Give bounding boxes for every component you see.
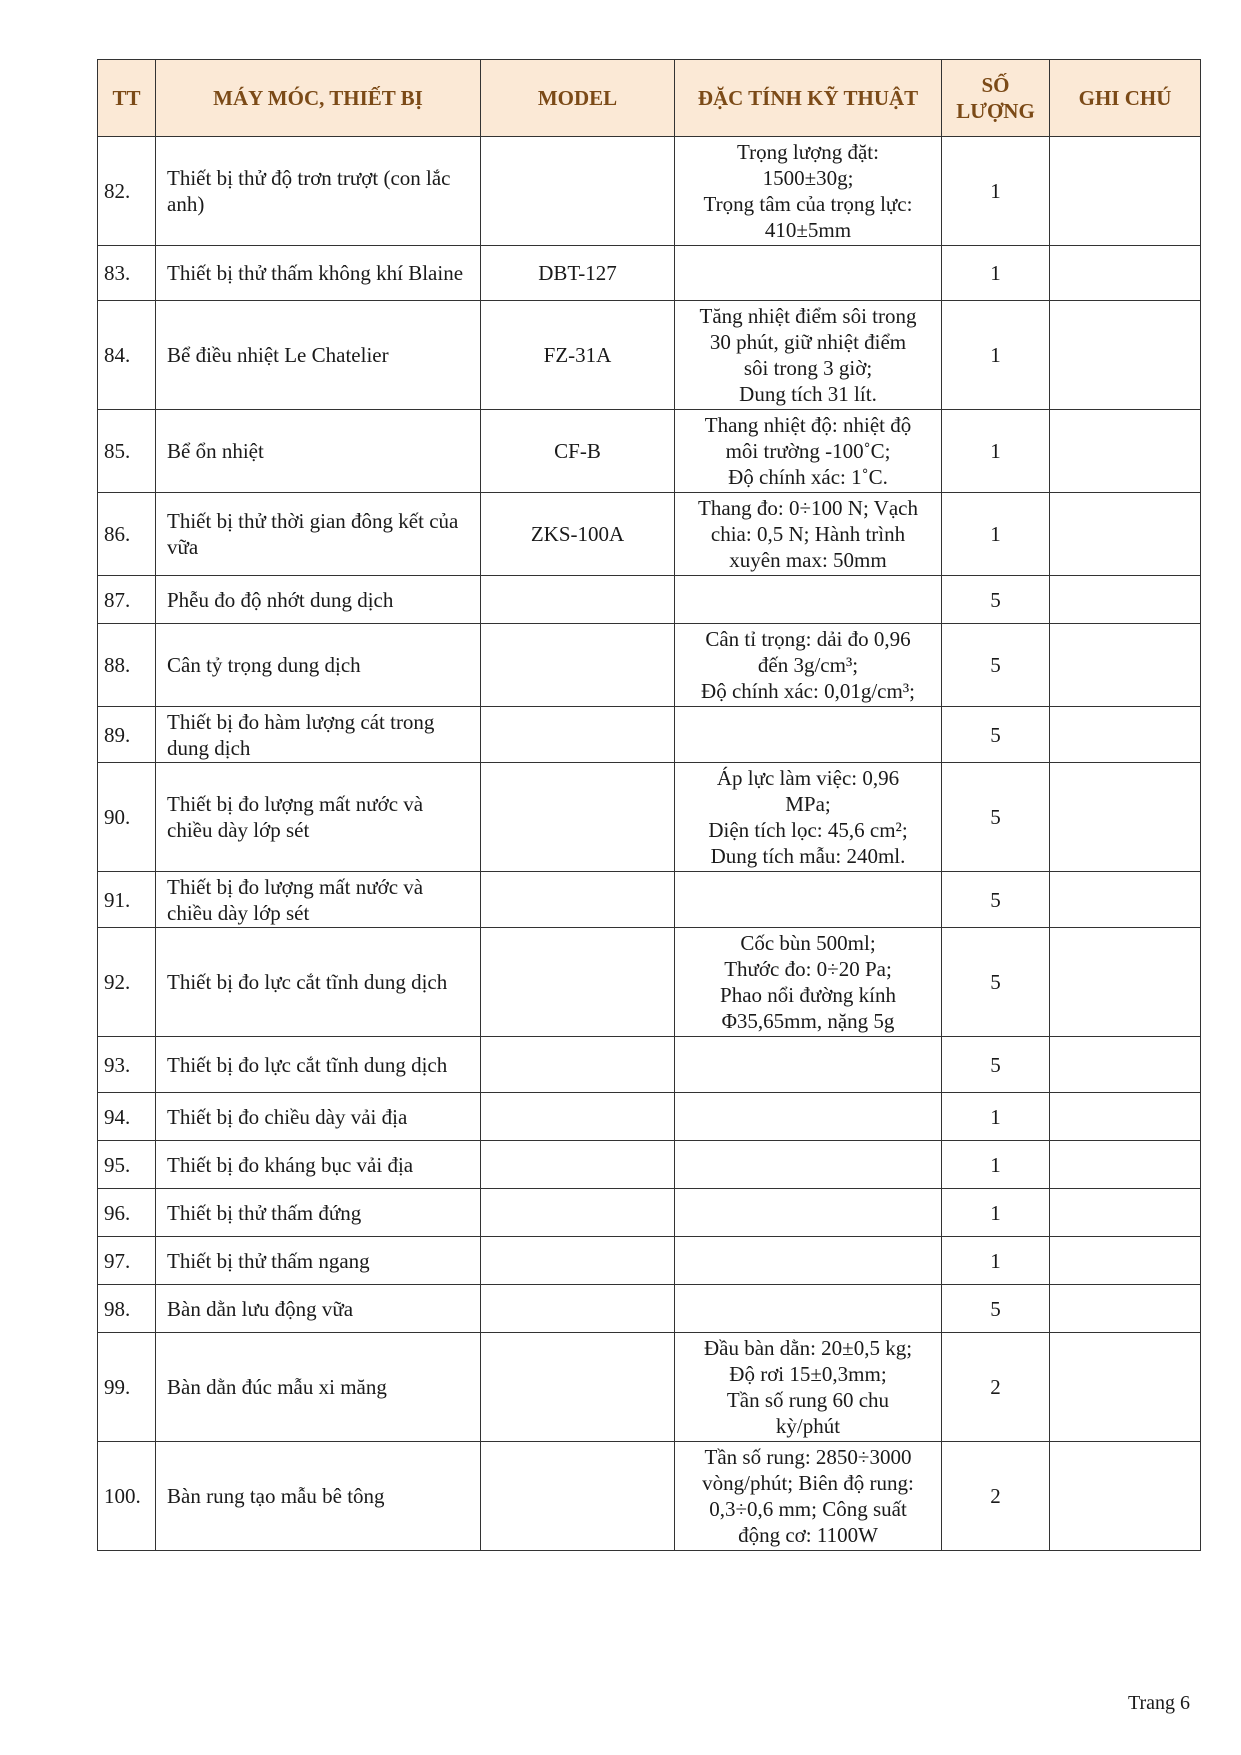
spec-line: Độ chính xác: 0,01g/cm³; bbox=[701, 679, 915, 703]
spec-line: 0,3÷0,6 mm; Công suất bbox=[709, 1497, 907, 1521]
spec-cell bbox=[675, 1442, 942, 1551]
model-cell bbox=[481, 1237, 675, 1285]
row-number: 87. bbox=[98, 576, 156, 624]
row-number: 100. bbox=[98, 1442, 156, 1551]
table-row bbox=[98, 493, 1201, 576]
quantity-cell: 1 bbox=[942, 246, 1050, 301]
spec-line: Trọng lượng đặt: bbox=[737, 140, 879, 164]
model-cell bbox=[481, 576, 675, 624]
table-row bbox=[98, 137, 1201, 246]
quantity-cell: 5 bbox=[942, 576, 1050, 624]
table-row bbox=[98, 1442, 1201, 1551]
spec-cell bbox=[675, 928, 942, 1037]
equipment-name: Thiết bị thử thời gian đông kết của vữa bbox=[156, 493, 481, 576]
spec-cell bbox=[675, 301, 942, 410]
table-row bbox=[98, 301, 1201, 410]
equipment-name: Thiết bị thử thấm đứng bbox=[156, 1189, 481, 1237]
model-cell bbox=[481, 1141, 675, 1189]
table-row bbox=[98, 1141, 1201, 1189]
quantity-cell: 5 bbox=[942, 872, 1050, 928]
row-number: 95. bbox=[98, 1141, 156, 1189]
model-cell bbox=[481, 1093, 675, 1141]
spec-line: kỳ/phút bbox=[775, 1414, 841, 1438]
table-header-row bbox=[98, 60, 1201, 137]
equipment-name: Phễu đo độ nhớt dung dịch bbox=[156, 576, 481, 624]
row-number: 99. bbox=[98, 1333, 156, 1442]
equipment-table-container bbox=[97, 59, 1200, 1551]
row-number: 88. bbox=[98, 624, 156, 707]
table-row bbox=[98, 576, 1201, 624]
note-cell bbox=[1050, 410, 1201, 493]
spec-line: Thước đo: 0÷20 Pa; bbox=[724, 957, 892, 981]
row-number: 96. bbox=[98, 1189, 156, 1237]
spec-line: Áp lực làm việc: 0,96 bbox=[716, 766, 900, 790]
model-cell: ZKS-100A bbox=[481, 493, 675, 576]
quantity-cell: 1 bbox=[942, 137, 1050, 246]
model-cell: DBT-127 bbox=[481, 246, 675, 301]
row-number: 92. bbox=[98, 928, 156, 1037]
note-cell bbox=[1050, 1333, 1201, 1442]
spec-cell bbox=[675, 137, 942, 246]
row-number: 90. bbox=[98, 763, 156, 872]
note-cell bbox=[1050, 1237, 1201, 1285]
spec-line: 30 phút, giữ nhiệt điểm bbox=[709, 330, 907, 354]
quantity-cell: 1 bbox=[942, 1093, 1050, 1141]
equipment-name: Bàn dằn lưu động vữa bbox=[156, 1285, 481, 1333]
spec-cell bbox=[675, 493, 942, 576]
quantity-cell: 1 bbox=[942, 1237, 1050, 1285]
note-cell bbox=[1050, 928, 1201, 1037]
header-tt: TT bbox=[98, 60, 156, 137]
note-cell bbox=[1050, 1189, 1201, 1237]
spec-cell bbox=[675, 410, 942, 493]
spec-line: Độ chính xác: 1˚C. bbox=[728, 465, 888, 489]
quantity-cell: 5 bbox=[942, 763, 1050, 872]
model-cell bbox=[481, 1442, 675, 1551]
note-cell bbox=[1050, 763, 1201, 872]
note-cell bbox=[1050, 137, 1201, 246]
model-cell bbox=[481, 763, 675, 872]
table-row bbox=[98, 1333, 1201, 1442]
spec-line: chia: 0,5 N; Hành trình bbox=[710, 522, 906, 546]
quantity-cell: 1 bbox=[942, 301, 1050, 410]
note-cell bbox=[1050, 1141, 1201, 1189]
quantity-cell: 1 bbox=[942, 410, 1050, 493]
page-number: Trang 6 bbox=[1127, 1692, 1190, 1714]
quantity-cell: 2 bbox=[942, 1442, 1050, 1551]
equipment-name: Thiết bị thử thấm không khí Blaine bbox=[156, 246, 481, 301]
equipment-name: Thiết bị đo chiều dày vải địa bbox=[156, 1093, 481, 1141]
spec-line: 410±5mm bbox=[764, 218, 852, 242]
row-number: 94. bbox=[98, 1093, 156, 1141]
note-cell bbox=[1050, 707, 1201, 763]
equipment-name: Thiết bị đo lực cắt tĩnh dung dịch bbox=[156, 928, 481, 1037]
spec-line: đến 3g/cm³; bbox=[757, 653, 859, 677]
spec-cell bbox=[675, 1093, 942, 1141]
table-body bbox=[98, 137, 1201, 1551]
quantity-cell: 1 bbox=[942, 493, 1050, 576]
spec-line: sôi trong 3 giờ; bbox=[743, 356, 873, 380]
spec-line: Cân tỉ trọng: dải đo 0,96 bbox=[705, 627, 911, 651]
spec-line: Tăng nhiệt điểm sôi trong bbox=[699, 304, 917, 328]
spec-line: Φ35,65mm, nặng 5g bbox=[721, 1009, 895, 1033]
note-cell bbox=[1050, 1037, 1201, 1093]
row-number: 89. bbox=[98, 707, 156, 763]
note-cell bbox=[1050, 1093, 1201, 1141]
header-note: GHI CHÚ bbox=[1050, 60, 1201, 137]
spec-line: Độ rơi 15±0,3mm; bbox=[729, 1362, 887, 1386]
note-cell bbox=[1050, 1285, 1201, 1333]
equipment-name: Thiết bị đo lượng mất nước và chiều dày lớp sét bbox=[156, 763, 481, 872]
table-row bbox=[98, 1189, 1201, 1237]
spec-line: xuyên max: 50mm bbox=[729, 548, 887, 572]
equipment-name: Thiết bị đo lực cắt tĩnh dung dịch bbox=[156, 1037, 481, 1093]
note-cell bbox=[1050, 246, 1201, 301]
spec-cell bbox=[675, 576, 942, 624]
note-cell bbox=[1050, 1442, 1201, 1551]
note-cell bbox=[1050, 624, 1201, 707]
table-row bbox=[98, 1037, 1201, 1093]
equipment-name: Thiết bị đo kháng bục vải địa bbox=[156, 1141, 481, 1189]
row-number: 85. bbox=[98, 410, 156, 493]
quantity-cell: 5 bbox=[942, 928, 1050, 1037]
table-row bbox=[98, 928, 1201, 1037]
spec-line: vòng/phút; Biên độ rung: bbox=[702, 1471, 914, 1495]
model-cell bbox=[481, 1333, 675, 1442]
equipment-table bbox=[97, 59, 1201, 1551]
model-cell bbox=[481, 1189, 675, 1237]
spec-line: Diện tích lọc: 45,6 cm²; bbox=[708, 818, 908, 842]
row-number: 84. bbox=[98, 301, 156, 410]
spec-line: Phao nổi đường kính bbox=[720, 983, 896, 1007]
table-row bbox=[98, 1237, 1201, 1285]
spec-line: MPa; bbox=[785, 792, 831, 816]
spec-cell bbox=[675, 1285, 942, 1333]
equipment-name: Bể ổn nhiệt bbox=[156, 410, 481, 493]
note-cell bbox=[1050, 872, 1201, 928]
row-number: 86. bbox=[98, 493, 156, 576]
spec-cell bbox=[675, 1237, 942, 1285]
spec-line: động cơ: 1100W bbox=[738, 1523, 878, 1547]
model-cell: CF-B bbox=[481, 410, 675, 493]
spec-line: môi trường -100˚C; bbox=[725, 439, 891, 463]
row-number: 91. bbox=[98, 872, 156, 928]
spec-line: Đầu bàn dằn: 20±0,5 kg; bbox=[703, 1336, 913, 1360]
spec-cell bbox=[675, 246, 942, 301]
table-row bbox=[98, 763, 1201, 872]
quantity-cell: 5 bbox=[942, 707, 1050, 763]
model-cell bbox=[481, 928, 675, 1037]
table-row bbox=[98, 872, 1201, 928]
header-model: MODEL bbox=[481, 60, 675, 137]
quantity-cell: 1 bbox=[942, 1141, 1050, 1189]
table-row bbox=[98, 1093, 1201, 1141]
table-row bbox=[98, 707, 1201, 763]
equipment-name: Thiết bị thử thấm ngang bbox=[156, 1237, 481, 1285]
spec-line: Trọng tâm của trọng lực: bbox=[703, 192, 913, 216]
note-cell bbox=[1050, 301, 1201, 410]
spec-line: Cốc bùn 500ml; bbox=[740, 931, 876, 955]
spec-cell bbox=[675, 1037, 942, 1093]
header-qty-line1: SỐ bbox=[981, 73, 1010, 97]
quantity-cell: 2 bbox=[942, 1333, 1050, 1442]
quantity-cell: 5 bbox=[942, 1285, 1050, 1333]
row-number: 83. bbox=[98, 246, 156, 301]
table-row bbox=[98, 1285, 1201, 1333]
table-row bbox=[98, 624, 1201, 707]
model-cell bbox=[481, 1037, 675, 1093]
spec-line: Dung tích 31 lít. bbox=[739, 382, 877, 406]
row-number: 93. bbox=[98, 1037, 156, 1093]
row-number: 97. bbox=[98, 1237, 156, 1285]
equipment-name: Bàn rung tạo mẫu bê tông bbox=[156, 1442, 481, 1551]
header-qty-line2: LƯỢNG bbox=[956, 99, 1035, 123]
model-cell: FZ-31A bbox=[481, 301, 675, 410]
table-row bbox=[98, 246, 1201, 301]
spec-line: Thang nhiệt độ: nhiệt độ bbox=[704, 413, 912, 437]
equipment-name: Thiết bị thử độ trơn trượt (con lắc anh) bbox=[156, 137, 481, 246]
quantity-cell: 5 bbox=[942, 1037, 1050, 1093]
spec-cell bbox=[675, 707, 942, 763]
spec-cell bbox=[675, 624, 942, 707]
equipment-name: Cân tỷ trọng dung dịch bbox=[156, 624, 481, 707]
header-qty bbox=[942, 60, 1050, 137]
spec-line: Thang đo: 0÷100 N; Vạch bbox=[698, 496, 918, 520]
spec-line: Tần số rung: 2850÷3000 bbox=[704, 1445, 912, 1469]
model-cell bbox=[481, 1285, 675, 1333]
spec-cell bbox=[675, 1333, 942, 1442]
spec-cell bbox=[675, 1189, 942, 1237]
equipment-name: Thiết bị đo hàm lượng cát trong dung dịch bbox=[156, 707, 481, 763]
note-cell bbox=[1050, 576, 1201, 624]
equipment-name: Bàn dằn đúc mẫu xi măng bbox=[156, 1333, 481, 1442]
model-cell bbox=[481, 624, 675, 707]
spec-cell bbox=[675, 1141, 942, 1189]
spec-cell bbox=[675, 763, 942, 872]
spec-cell bbox=[675, 872, 942, 928]
model-cell bbox=[481, 137, 675, 246]
equipment-name: Bể điều nhiệt Le Chatelier bbox=[156, 301, 481, 410]
model-cell bbox=[481, 707, 675, 763]
quantity-cell: 1 bbox=[942, 1189, 1050, 1237]
row-number: 82. bbox=[98, 137, 156, 246]
header-spec: ĐẶC TÍNH KỸ THUẬT bbox=[675, 60, 942, 137]
note-cell bbox=[1050, 493, 1201, 576]
equipment-name: Thiết bị đo lượng mất nước và chiều dày lớp sét bbox=[156, 872, 481, 928]
spec-line: Dung tích mẫu: 240ml. bbox=[710, 844, 906, 868]
header-name: MÁY MÓC, THIẾT BỊ bbox=[156, 60, 481, 137]
spec-line: 1500±30g; bbox=[762, 166, 854, 190]
spec-line: Tần số rung 60 chu bbox=[726, 1388, 890, 1412]
model-cell bbox=[481, 872, 675, 928]
row-number: 98. bbox=[98, 1285, 156, 1333]
table-row bbox=[98, 410, 1201, 493]
quantity-cell: 5 bbox=[942, 624, 1050, 707]
